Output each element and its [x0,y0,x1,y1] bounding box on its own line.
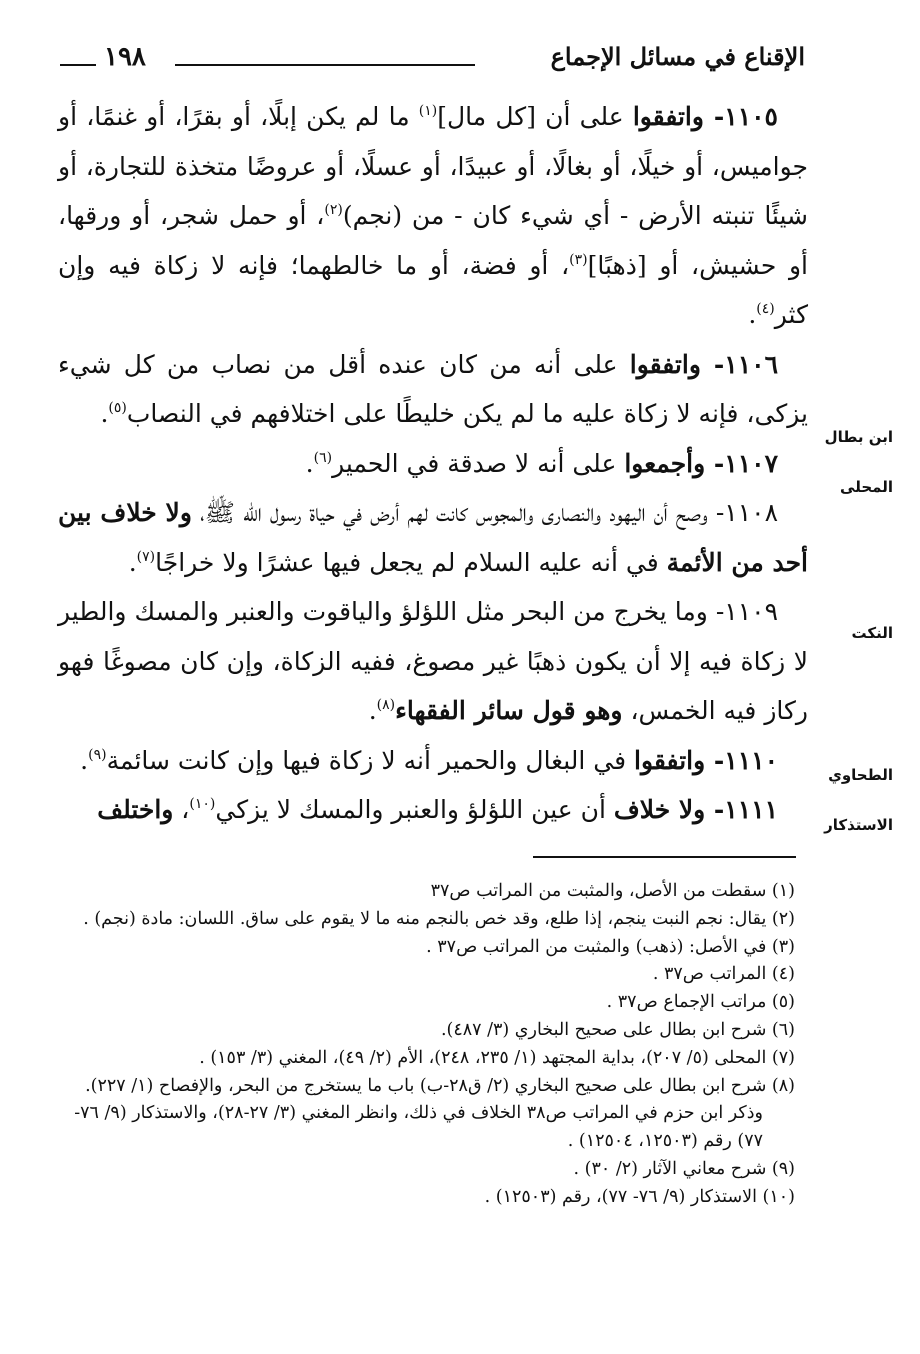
paragraph-1105 [58,92,808,340]
footnote-9: (٩) شرح معاني الآثار (٢/ ٣٠) . [573,1158,795,1179]
footnote-10: (١٠) الاستذكار (٩/ ٧٦- ٧٧)، رقم (١٢٥٠٣) . [484,1186,795,1207]
footnote-ref: (٤) [756,301,775,317]
margin-note-ibn-battal: ابن بطال [824,428,893,446]
text-run: . [100,399,109,428]
text-run: أن عين اللؤلؤ والعنبر والمسك لا يزكي [215,795,614,824]
text-run: ، أو فضة، أو ما خالطهما؛ فإنه لا زكاة فيه وإن كثر [58,250,808,329]
footnote-3: (٣) في الأصل: (ذهب) والمثبت من المراتب ص٣٧ . [426,936,795,957]
footnotes [60,878,795,1212]
footnote-ref: (١) [418,103,438,119]
consensus-keyword: واتفقوا [629,349,701,379]
consensus-phrase: وهو قول سائر الفقهاء [395,696,623,725]
footnote-ref: (٢) [324,202,343,218]
text-run: ١١٠٨- وصح أن اليهود والنصارى والمجوس كانت لهم أرض في حياة رسول الله ﷺ، [191,498,778,527]
issue-number: ١١٠٧- [705,448,778,478]
text-run: على أنه من كان عنده أقل من نصاب من كل شيء يزكى، فإنه لا زكاة عليه ما لم يكن خليطًا على اختلافهم في النصاب [58,349,808,428]
footnote-ref: (١٠) [189,796,216,812]
footnote-ref: (٥) [108,400,127,416]
text-run: على أنه لا صدقة في الحمير [332,448,625,478]
text-run: ١١٠٩- وما يخرج من البحر مثل اللؤلؤ والياقوت والعنبر والمسك والطير لا زكاة فيه إلا أن يكون ذهبًا غير مصوغ، ففيه الزكاة، وإن كان مصوغًا فهو ركاز فيه الخمس، [58,597,808,725]
text-run: . [128,547,137,577]
footnote-ref: (٩) [88,746,107,763]
text-run: في البغال والحمير أنه لا زكاة فيها وإن كانت سائمة [106,745,635,775]
footnote-7: (٧) المحلى (٥/ ٢٠٧)، بداية المجتهد (١/ ٢٣٥، ٢٤٨)، الأم (٢/ ٤٩)، المغني (٣/ ١٥٣) . [199,1047,795,1068]
running-header [60,40,805,80]
issue-number: ١١١٠- [705,745,778,775]
consensus-keyword: وأجمعوا [624,448,706,478]
footnote-ref: (٧) [136,548,156,565]
issue-number: ١١١١- [705,795,778,824]
margin-note-alnukat: النكت [851,624,893,642]
header-rule [175,64,475,66]
text-run: . [305,448,314,478]
footnote-separator [533,856,796,858]
footnote-5: (٥) مراتب الإجماع ص٣٧ . [606,992,795,1013]
margin-note-alistidhkar: الاستذكار [824,816,893,834]
footnote-ref: (٣) [569,251,588,268]
text-run: . [80,745,89,775]
book-title: الإقناع في مسائل الإجماع [550,42,805,71]
consensus-phrase: ولا خلاف بين أحد من الأئمة [58,498,808,577]
page-number-dash [60,64,96,66]
paragraph-1106 [58,340,808,439]
consensus-keyword: واتفقوا [632,102,704,131]
footnote-ref: (٨) [376,697,396,713]
consensus-keyword: واتفقوا [634,745,706,775]
text-run: في أنه عليه السلام لم يجعل فيها عشرًا ولا خراجًا [155,547,667,577]
footnote-6: (٦) شرح ابن بطال على صحيح البخاري (٣/ ٤٨٧). [440,1019,795,1040]
footnote-ref: (٦) [313,449,333,466]
text-run: ما لم يكن إبلًا، أو بقرًا، أو غنمًا، أو جواميس، أو خيلًا، أو بغالًا، أو عبيدًا، أو عسلًا، أو عروضًا متخذة للتجارة، أو شيئًا تنبته الأرض - أي شيء كان - من (نجم) [58,102,808,230]
margin-note-altahawi: الطحاوي [828,766,893,784]
issue-number: ١١٠٦- [700,349,778,379]
paragraph-1110 [58,736,808,786]
consensus-keyword: ولا خلاف [613,795,706,824]
paragraph-1111 [58,785,808,835]
footnote-4: (٤) المراتب ص٣٧ . [652,964,795,985]
footnote-2: (٢) يقال: نجم النبت ينجم، إذا طلع، وقد خص بالنجم منه ما لا يقوم على ساق. اللسان: مادة (نجم) . [83,908,795,929]
footnote-8: (٨) شرح ابن بطال على صحيح البخاري (٢/ ق٢٨-ب) باب ما يستخرج من البحر، والإفصاح (١/ ٢٢٧). وذكر ابن حزم في المراتب ص٣٨ الخلاف في ذلك، وانظر المغني (٣/ ٢٧-٢٨)، والاستذكار (٩/ ٧٦- ٧٧) رقم (١٢٥٠٣، ١٢٥٠٤) . [74,1075,795,1152]
paragraph-1107 [58,439,808,489]
paragraph-1108 [58,488,808,587]
issue-number: ١١٠٥- [703,102,778,131]
paragraph-1109 [58,587,808,736]
footnote-1: (١) سقطت من الأصل، والمثبت من المراتب ص٣٧ [430,881,795,901]
text-run: . [368,696,377,725]
text-run: ، أو حمل شجر، أو ورقها، أو حشيش، أو [ذهبًا] [58,201,809,280]
margin-note-almuhalla: المحلى [840,478,893,496]
continuation-word: واختلف [97,795,174,824]
text-run: ، [173,795,190,824]
text-run: على أن [كل مال] [437,102,633,131]
main-text [58,92,808,835]
page-number: ١٩٨ [104,42,146,72]
text-run: . [748,300,757,329]
